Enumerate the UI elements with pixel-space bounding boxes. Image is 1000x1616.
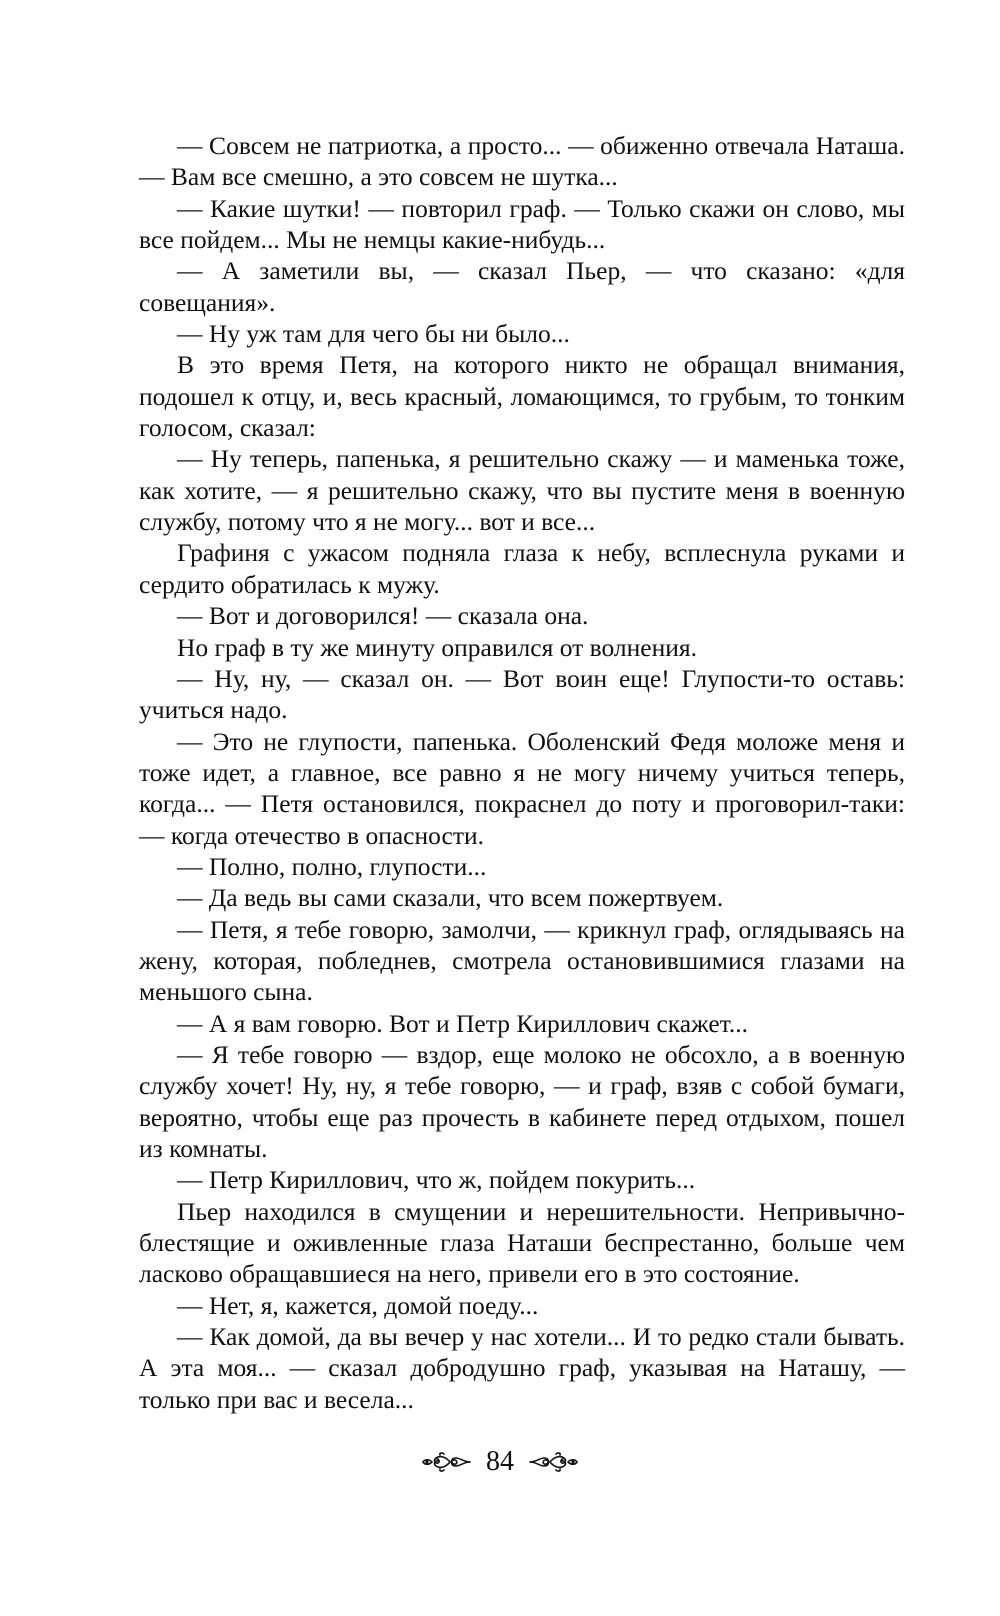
page-number: 84 [486, 1446, 514, 1477]
paragraph: — Петр Кириллович, что ж, пойдем покурить... [177, 1165, 696, 1195]
paragraph: — Вот и договорился! — сказала она. [177, 601, 589, 631]
paragraph: — Ну, ну, — сказал он. — Вот воин еще! Глупости-то оставь: учиться надо. [139, 663, 905, 725]
flourish-ornament-icon [528, 1449, 580, 1475]
paragraph: — Ну уж там для чего бы ни было... [177, 319, 570, 349]
paragraph: Но граф в ту же минуту оправился от волнения. [177, 632, 697, 662]
paragraph: — Совсем не патриотка, а просто... — обиженно отвечала Наташа. — Вам все смешно, а это совсем не шутка... [139, 131, 905, 192]
paragraph: — Ну теперь, папенька, я решительно скажу — и маменька тоже, как хотите, — я решительно скажу, что вы пустите меня в военную службу, потому что я не могу... вот и все... [139, 444, 905, 537]
paragraph: В это время Петя, на которого никто не обращал внимания, подошел к отцу, и, весь красный, ломающимся, то грубым, то тонким голосом, сказал: [139, 350, 905, 443]
flourish-ornament-icon [420, 1449, 472, 1475]
paragraph: Пьер находился в смущении и нерешительности. Непривычно-блестящие и оживленные глаза Наташи беспрестанно, больше чем ласково обращавшиеся на него, привели его в это состояние. [139, 1196, 905, 1289]
paragraph: — Да ведь вы сами сказали, что всем пожертвуем. [177, 883, 724, 913]
page-footer [0, 1440, 1000, 1484]
paragraph: — Как домой, да вы вечер у нас хотели... И то редко стали бывать. А эта моя... — сказал добродушно граф, указывая на Наташу, — только при вас и весела... [139, 1322, 905, 1414]
page-body [139, 130, 905, 1415]
paragraph: Графиня с ужасом подняла глаза к небу, всплеснула руками и сердито обратилась к мужу. [139, 538, 905, 599]
paragraph: — А заметили вы, — сказал Пьер, — что сказано: «для совещания». [139, 256, 905, 317]
paragraph: — Какие шутки! — повторил граф. — Только скажи он слово, мы все пойдем... Мы не немцы какие-нибудь... [139, 193, 905, 255]
paragraph: — Нет, я, кажется, домой поеду... [177, 1290, 539, 1320]
paragraph: — Полно, полно, глупости... [177, 851, 487, 881]
paragraph: — Я тебе говорю — вздор, еще молоко не обсохло, а в военную службу хочет! Ну, ну, я тебе говорю, — и граф, взяв с собой бумаги, вероятно, чтобы еще раз прочесть в кабинете перед отдыхом, пошел из комнаты. [139, 1039, 905, 1163]
paragraph: — Это не глупости, папенька. Оболенский Федя моложе меня и тоже идет, а главное, все равно я не могу ничему учиться теперь, когда... — Петя остановился, покраснел до поту и проговорил-таки: — когда отечество в опасности. [139, 726, 905, 850]
paragraph: — А я вам говорю. Вот и Петр Кириллович скажет... [177, 1008, 749, 1038]
paragraph: — Петя, я тебе говорю, замолчи, — крикнул граф, оглядываясь на жену, которая, побледнев, смотрела остановившимися глазами на меньшого сына. [139, 914, 905, 1007]
